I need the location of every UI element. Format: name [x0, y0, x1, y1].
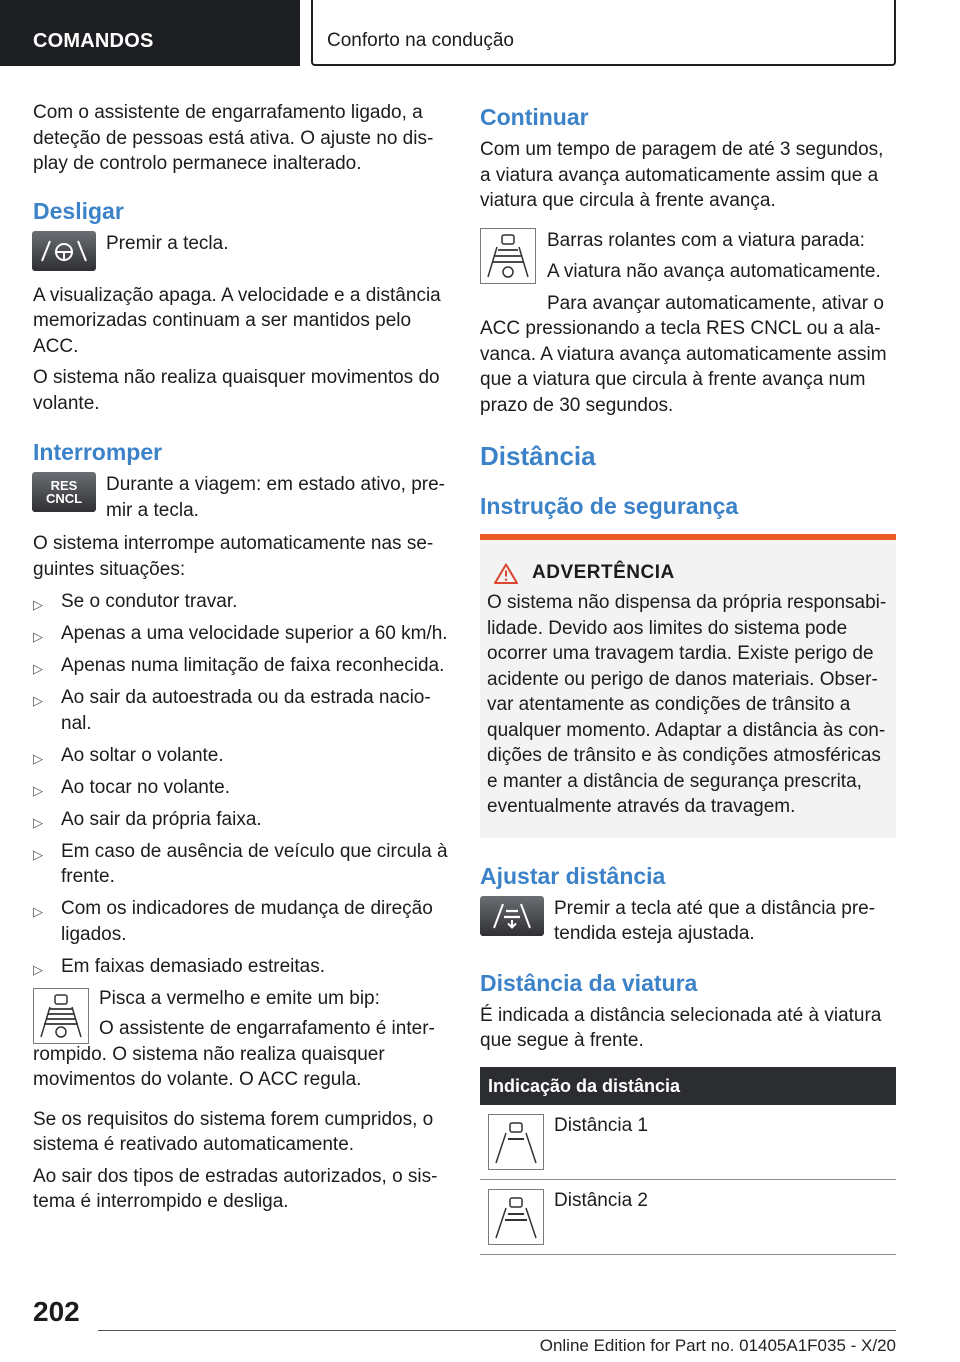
interrupt-step-row [32, 472, 449, 523]
list-item: ▷ Em caso de ausência de veículo que circula à frente. [33, 840, 448, 887]
heading-interromper: Interromper [33, 439, 163, 465]
page-number: 202 [33, 1296, 80, 1327]
adjust-step-text: Premir a tecla até que a distância pre-tendida esteja ajustada. [554, 897, 876, 944]
off-paragraph-1: A visualização apaga. A velocidade e a distância memorizadas continuam a ser mantidos pelo ACC. [33, 284, 441, 357]
interrupt-step-text: Durante a viagem: em estado ativo, pre-mir a tecla. [106, 474, 446, 521]
right-column [480, 100, 896, 1255]
arrow-icon: ▷ [33, 629, 43, 644]
res-cncl-button-icon [32, 472, 96, 512]
heading-instrucao-seguranca: Instrução de segurança [480, 493, 739, 519]
list-item: ▷ Em faixas demasiado estreitas. [33, 954, 449, 980]
table-row [480, 1180, 896, 1255]
arrow-icon: ▷ [33, 750, 43, 766]
distance-1-indicator-icon [488, 1114, 544, 1170]
heading-distancia: Distância [480, 441, 596, 471]
off-step-row [32, 231, 449, 275]
distance-button-icon [480, 896, 544, 936]
flash-indicator-row [33, 986, 449, 1093]
chapter-tab: Conforto na condução [311, 0, 896, 66]
table-row [480, 1105, 896, 1180]
distance-1-label: Distância 1 [554, 1114, 648, 1136]
flash-line-1: Pisca a vermelho e emite um bip: [99, 987, 380, 1009]
res-label: RES [50, 478, 78, 493]
vehicle-distance-paragraph: É indicada a distância selecionada até à viatura que segue à frente. [480, 1004, 882, 1051]
rolling-bars-indicator-icon [480, 228, 536, 284]
edition-text: Online Edition for Part no. 01405A1F035 - X/20 [539, 1336, 896, 1355]
bars-line-2: A viatura não avança automaticamente. [547, 261, 881, 282]
continue-paragraph: Com um tempo de paragem de até 3 segundos, a viatura avança automaticamente assim que a viatura que circula à frente avança. [480, 139, 884, 211]
list-item: ▷ Ao sair da autoestrada ou da estrada nacio-nal. [33, 687, 431, 734]
heading-continuar: Continuar [480, 104, 589, 130]
heading-ajustar-distancia: Ajustar distância [480, 862, 666, 889]
list-item: ▷ Apenas a uma velocidade superior a 60 km/h. [33, 621, 449, 647]
footer-divider [98, 1330, 896, 1331]
arrow-icon: ▷ [33, 661, 43, 676]
list-item: ▷ Se o condutor travar. [33, 589, 449, 615]
warning-box [480, 534, 896, 838]
leave-roads-paragraph: Ao sair dos tipos de estradas autorizados, o sis-tema é interrompido e desliga. [33, 1165, 438, 1212]
page-header [0, 0, 960, 66]
distance-2-label: Distância 2 [554, 1189, 648, 1211]
arrow-icon: ▷ [33, 693, 43, 708]
traffic-jam-assist-indicator-icon [33, 988, 89, 1044]
distance-indication-table [480, 1067, 896, 1255]
arrow-icon: ▷ [33, 904, 43, 919]
list-item: ▷ Com os indicadores de mudança de direção ligados. [33, 898, 433, 945]
section-tab: COMANDOS [0, 0, 300, 66]
bars-line-3: Para avançar automaticamente, ativar o ACC pressionando a tecla RES CNCL ou a ala-vanca. A viatura avança automaticamente assim que a viatura que circula à frente avança num prazo de 30 segundos. [480, 292, 887, 416]
arrow-icon: ▷ [33, 782, 43, 798]
off-step-text: Premir a tecla. [106, 232, 229, 254]
arrow-icon: ▷ [33, 597, 43, 612]
intro-paragraph: Com o assistente de engarrafamento ligado, a deteção de pessoas está ativa. O ajuste no dis-play de controlo permanece inalterado. [33, 102, 434, 174]
off-paragraph-2: O sistema não realiza quaisquer movimentos do volante. [33, 367, 440, 414]
warning-title-text: ADVERTÊNCIA [532, 562, 675, 583]
warning-title [494, 562, 888, 584]
adjust-step-row [480, 896, 896, 951]
flash-line-2: O assistente de engarrafamento é inter-rompido. O sistema não realiza quaisquer movimentos do volante. O ACC regula. [33, 1018, 435, 1090]
steering-assist-button-icon [32, 231, 96, 271]
list-item: ▷ Ao sair da própria faixa. [33, 807, 449, 833]
left-column [33, 100, 449, 1215]
distance-2-indicator-icon [488, 1189, 544, 1245]
table-header: Indicação da distância [480, 1067, 896, 1105]
reactivate-paragraph: Se os requisitos do sistema forem cumpridos, o sistema é reativado automaticamente. [33, 1108, 434, 1155]
warning-text: O sistema não dispensa da própria responsabi-lidade. Devido aos limites do sistema pode ocorrer uma travagem tardia. Existe perigo de acidente ou perigo de danos materiais. Obser-var atentamente as condições de trânsito a qualquer momento. Adaptar a distância às con-dições de trânsito e às condições atmosféricas e manter a distância de segurança prescrita, eventualmente através da travagem. [487, 592, 887, 817]
heading-desligar: Desligar [33, 197, 124, 224]
arrow-icon: ▷ [33, 846, 43, 862]
rolling-bars-row [480, 228, 896, 419]
arrow-icon: ▷ [33, 814, 43, 830]
list-item: ▷ Apenas numa limitação de faixa reconhecida. [33, 653, 449, 679]
bars-line-1: Barras rolantes com a viatura parada: [547, 229, 865, 251]
warning-triangle-icon [494, 563, 518, 584]
interrupt-conditions-list [33, 589, 449, 979]
arrow-icon: ▷ [33, 961, 43, 977]
list-item: ▷ Ao soltar o volante. [33, 743, 449, 769]
list-item: ▷ Ao tocar no volante. [33, 775, 449, 801]
cncl-label: CNCL [45, 491, 83, 506]
heading-distancia-viatura: Distância da viatura [480, 969, 698, 996]
interrupt-intro: O sistema interrompe automaticamente nas se-guintes situações: [33, 533, 434, 580]
